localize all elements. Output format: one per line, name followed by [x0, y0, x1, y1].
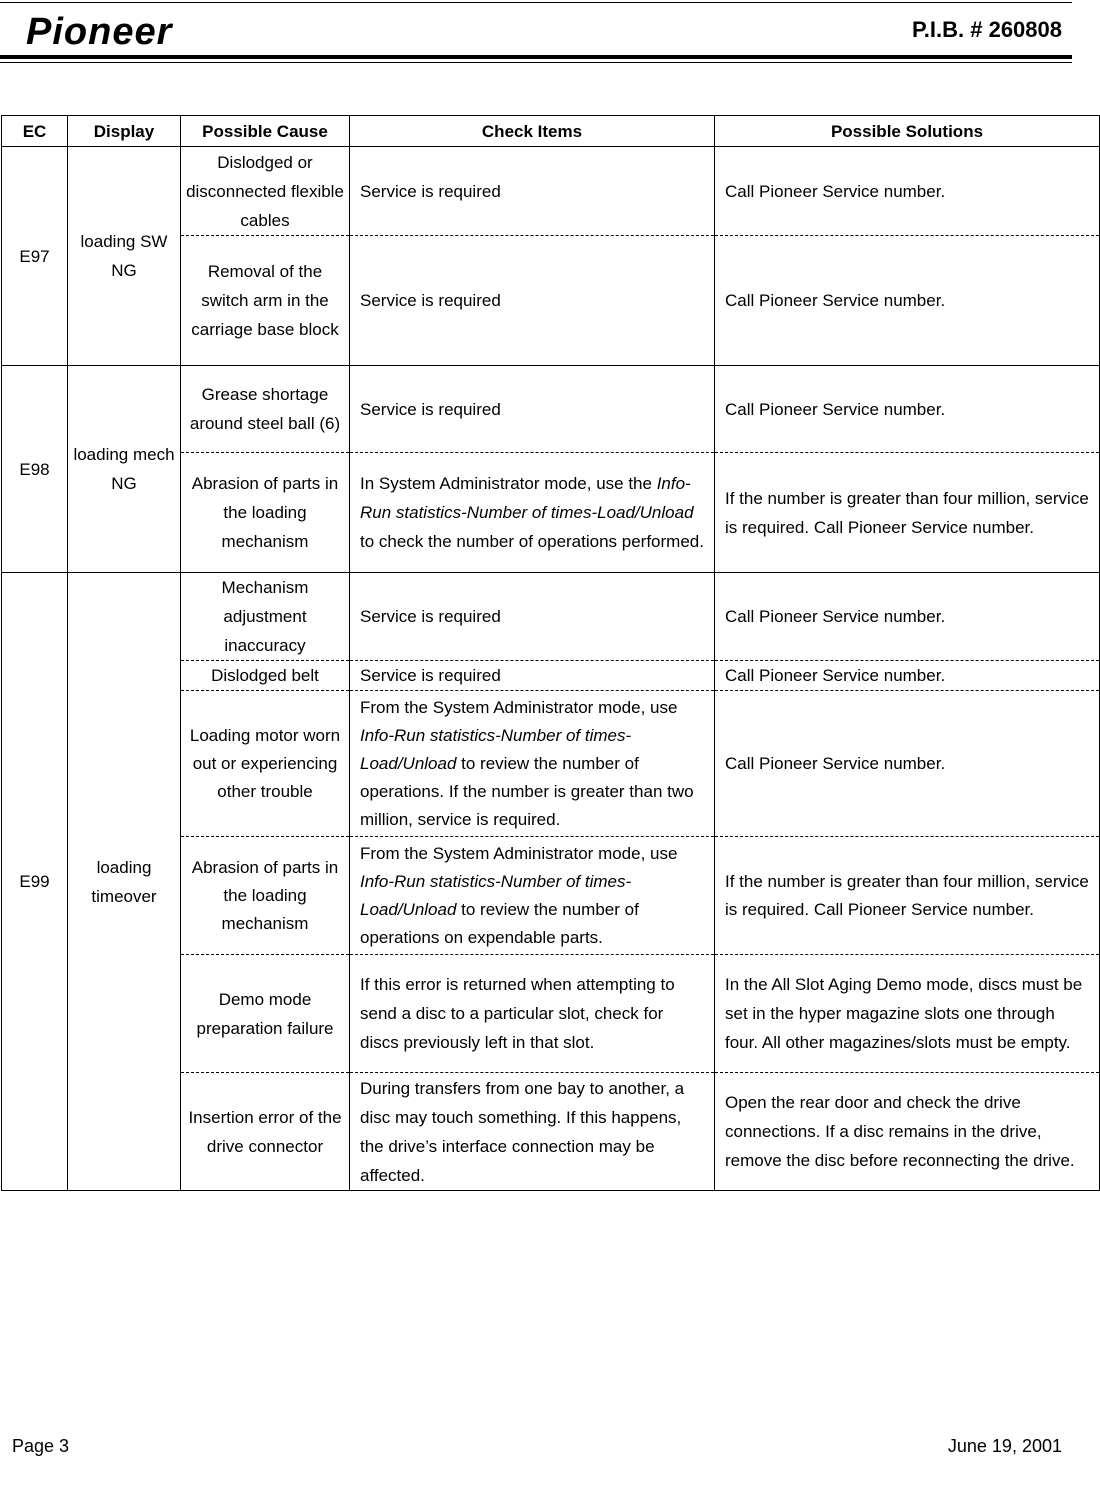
solution-cell: Call Pioneer Service number. — [715, 691, 1100, 837]
check-cell: Service is required — [350, 573, 715, 661]
table-header-row — [2, 116, 1100, 147]
display-text: loading mech NG — [68, 366, 181, 573]
solution-cell: In the All Slot Aging Demo mode, discs must be set in the hyper magazine slots one through four. All other magazines/slots must be empty. — [715, 955, 1100, 1073]
check-text: to review the number of operations on expendable parts. — [360, 899, 639, 947]
page-number: Page 3 — [12, 1436, 70, 1456]
solution-cell: Open the rear door and check the drive connections. If a disc remains in the drive, remove the disc before reconnecting the drive. — [715, 1073, 1100, 1191]
header-thick-rule — [0, 55, 1072, 59]
col-header-display: Display — [68, 116, 181, 147]
col-header-check: Check Items — [350, 116, 715, 147]
solution-cell: If the number is greater than four million, service is required. Call Pioneer Service number. — [715, 837, 1100, 955]
table-row — [2, 573, 1100, 661]
page-header — [0, 0, 1100, 70]
solution-cell: Call Pioneer Service number. — [715, 147, 1100, 236]
menu-path-text: Info-Run statistics-Number of times-Load/Unload — [360, 474, 694, 522]
col-header-cause: Possible Cause — [181, 116, 350, 147]
check-cell: During transfers from one bay to another, a disc may touch something. If this happens, the drive’s interface connection may be affected. — [350, 1073, 715, 1191]
check-cell — [350, 837, 715, 955]
check-text: to check the number of operations performed. — [360, 532, 704, 551]
display-text: loading SW NG — [68, 147, 181, 366]
cause-cell: Insertion error of the drive connector — [181, 1073, 350, 1191]
solution-cell: Call Pioneer Service number. — [715, 236, 1100, 366]
check-cell: Service is required — [350, 236, 715, 366]
col-header-ec: EC — [2, 116, 68, 147]
check-cell: Service is required — [350, 661, 715, 691]
svg-text:Pioneer: Pioneer — [26, 11, 173, 51]
menu-path-text: Info-Run statistics-Number of times-Load/Unload — [360, 725, 632, 773]
cause-cell: Abrasion of parts in the loading mechanism — [181, 837, 350, 955]
check-text: From the System Administrator mode, use — [360, 697, 678, 717]
check-cell: Service is required — [350, 147, 715, 236]
error-code-table — [1, 115, 1100, 1191]
cause-cell: Mechanism adjustment inaccuracy — [181, 573, 350, 661]
cause-cell: Loading motor worn out or experiencing other trouble — [181, 691, 350, 837]
cause-cell: Grease shortage around steel ball (6) — [181, 366, 350, 453]
check-text: to review the number of operations. If the number is greater than two million, service is required. — [360, 753, 694, 829]
ec-code: E97 — [2, 147, 68, 366]
cause-cell: Dislodged or disconnected flexible cables — [181, 147, 350, 236]
table-row — [2, 366, 1100, 453]
ec-code: E98 — [2, 366, 68, 573]
check-text: In System Administrator mode, use the — [360, 474, 657, 493]
check-cell — [350, 453, 715, 573]
header-thin-rule — [0, 62, 1072, 63]
check-cell — [350, 691, 715, 837]
display-text: loading timeover — [68, 573, 181, 1191]
check-text: From the System Administrator mode, use — [360, 843, 678, 863]
header-top-rule — [0, 2, 1072, 3]
menu-path-text: Info-Run statistics-Number of times-Load/Unload — [360, 871, 632, 919]
col-header-solution: Possible Solutions — [715, 116, 1100, 147]
solution-cell: Call Pioneer Service number. — [715, 366, 1100, 453]
pioneer-logo — [24, 11, 244, 51]
cause-cell: Demo mode preparation failure — [181, 955, 350, 1073]
solution-cell: Call Pioneer Service number. — [715, 661, 1100, 691]
cause-cell: Abrasion of parts in the loading mechanism — [181, 453, 350, 573]
solution-cell: Call Pioneer Service number. — [715, 573, 1100, 661]
table-row — [2, 147, 1100, 236]
check-cell: If this error is returned when attempting to send a disc to a particular slot, check for discs previously left in that slot. — [350, 955, 715, 1073]
cause-cell: Dislodged belt — [181, 661, 350, 691]
cause-cell: Removal of the switch arm in the carriage base block — [181, 236, 350, 366]
publication-date: June 19, 2001 — [947, 1436, 1062, 1456]
ec-code: E99 — [2, 573, 68, 1191]
check-cell: Service is required — [350, 366, 715, 453]
pib-number: P.I.B. # 260808 — [911, 17, 1062, 42]
solution-cell: If the number is greater than four million, service is required. Call Pioneer Service number. — [715, 453, 1100, 573]
